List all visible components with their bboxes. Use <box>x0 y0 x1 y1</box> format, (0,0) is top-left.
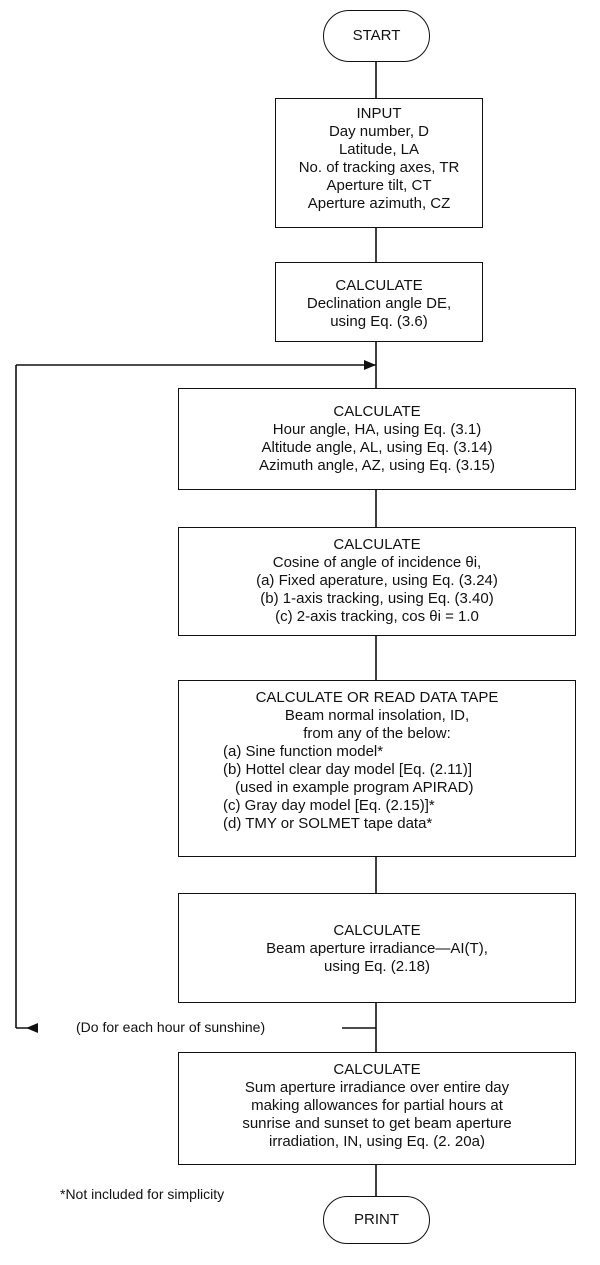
sum-line-1: Sum aperture irradiance over entire day <box>244 1079 510 1096</box>
insolation-option-d: (d) TMY or SOLMET tape data* <box>223 815 433 832</box>
insolation-box <box>178 680 576 857</box>
print-terminal <box>323 1196 430 1244</box>
start-terminal <box>323 10 430 62</box>
sum-line-2: making allowances for partial hours at <box>251 1097 503 1114</box>
input-line-azimuth: Aperture azimuth, CZ <box>307 195 451 212</box>
loop-label: (Do for each hour of sunshine) <box>72 1019 269 1035</box>
start-label: START <box>352 27 401 44</box>
insolation-option-c: (c) Gray day model [Eq. (2.15)]* <box>223 797 435 814</box>
incidence-line-2: (a) Fixed aperature, using Eq. (3.24) <box>256 572 498 589</box>
angles-title: CALCULATE <box>333 403 421 420</box>
irradiance-box <box>178 893 576 1003</box>
insolation-line-1: Beam normal insolation, ID, <box>284 707 470 724</box>
angles-box <box>178 388 576 490</box>
incidence-box <box>178 527 576 636</box>
footnote: *Not included for simplicity <box>60 1186 225 1202</box>
sum-box <box>178 1052 576 1165</box>
irradiance-line-2: using Eq. (2.18) <box>324 958 430 975</box>
input-line-tilt: Aperture tilt, CT <box>326 177 432 194</box>
declination-line-1: Declination angle DE, <box>306 295 452 312</box>
input-line-latitude: Latitude, LA <box>338 141 420 158</box>
declination-title: CALCULATE <box>335 277 423 294</box>
sum-title: CALCULATE <box>333 1061 421 1078</box>
incidence-line-1: Cosine of angle of incidence θi, <box>272 554 482 571</box>
insolation-title: CALCULATE OR READ DATA TAPE <box>255 689 499 706</box>
sum-line-3: sunrise and sunset to get beam aperture <box>242 1115 512 1132</box>
print-label: PRINT <box>354 1211 399 1228</box>
insolation-option-a: (a) Sine function model* <box>223 743 384 760</box>
angles-line-hour: Hour angle, HA, using Eq. (3.1) <box>272 421 482 438</box>
input-box <box>275 98 483 228</box>
incidence-line-3: (b) 1-axis tracking, using Eq. (3.40) <box>260 590 494 607</box>
incidence-title: CALCULATE <box>333 536 421 553</box>
incidence-line-4: (c) 2-axis tracking, cos θi = 1.0 <box>275 608 479 625</box>
insolation-line-2: from any of the below: <box>303 725 451 742</box>
input-line-day: Day number, D <box>328 123 430 140</box>
declination-line-2: using Eq. (3.6) <box>330 313 428 330</box>
input-line-tracking: No. of tracking axes, TR <box>298 159 460 176</box>
declination-box <box>275 262 483 342</box>
insolation-option-b-note: (used in example program APIRAD) <box>235 779 474 796</box>
angles-line-azimuth: Azimuth angle, AZ, using Eq. (3.15) <box>259 457 495 474</box>
irradiance-title: CALCULATE <box>333 922 421 939</box>
angles-line-altitude: Altitude angle, AL, using Eq. (3.14) <box>261 439 493 456</box>
input-title: INPUT <box>356 105 402 122</box>
insolation-option-b: (b) Hottel clear day model [Eq. (2.11)] <box>223 761 472 778</box>
irradiance-line-1: Beam aperture irradiance—AI(T), <box>266 940 488 957</box>
sum-line-4: irradiation, IN, using Eq. (2. 20a) <box>269 1133 485 1150</box>
